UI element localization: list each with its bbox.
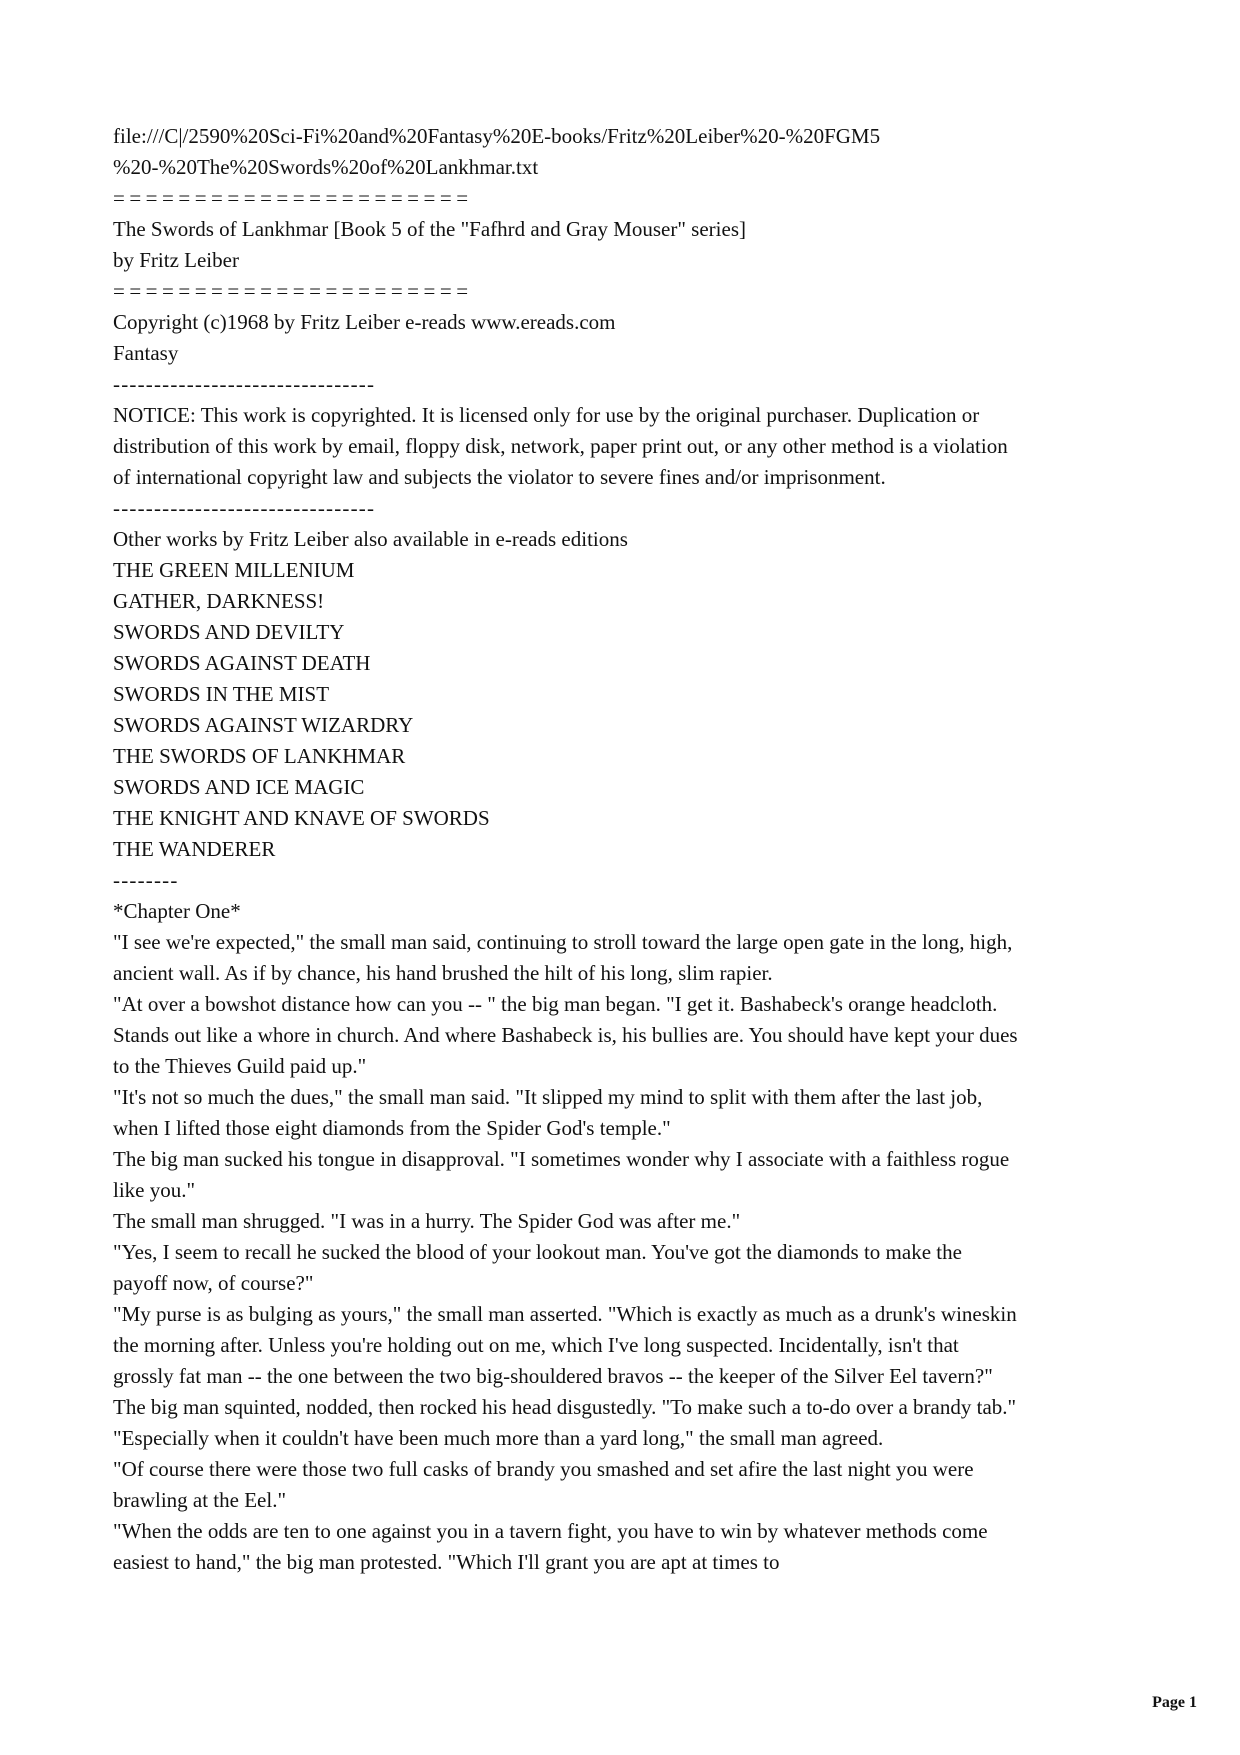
story-paragraph: "Of course there were those two full casks of brandy you smashed and set afire the last night you were brawling at the Eel." [113, 1457, 974, 1512]
story-paragraph: "Yes, I seem to recall he sucked the blood of your lookout man. You've got the diamonds to make the payoff now, of course?" [113, 1240, 962, 1295]
book-list-item: SWORDS AGAINST DEATH [113, 651, 371, 675]
story-paragraph: "I see we're expected," the small man said, continuing to stroll toward the large open gate in the long, high, ancient wall. As if by chance, his hand brushed the hilt of his long, slim rapier. [113, 930, 1013, 985]
book-title-line: The Swords of Lankhmar [Book 5 of the "Fafhrd and Gray Mouser" series] [113, 217, 746, 241]
story-paragraph: The big man squinted, nodded, then rocked his head disgustedly. "To make such a to-do over a brandy tab." [113, 1395, 1017, 1419]
genre-line: Fantasy [113, 341, 179, 365]
other-works-heading: Other works by Fritz Leiber also available in e-reads editions [113, 527, 628, 551]
book-list-item: THE GREEN MILLENIUM [113, 558, 355, 582]
story-paragraph: "My purse is as bulging as yours," the small man asserted. "Which is exactly as much as a drunk's wineskin the morning after. Unless you're holding out on me, which I've long suspected. Incidentally, isn't that grossly fat man -- the one between the two big-shouldered bravos -- the keeper of the Silver Eel tavern?" [113, 1302, 1017, 1388]
divider-dashes-short: -------- [113, 868, 179, 892]
story-paragraph: The big man sucked his tongue in disapproval. "I sometimes wonder why I associate with a faithless rogue like you." [113, 1147, 1010, 1202]
file-url-line-2: %20-%20The%20Swords%20of%20Lankhmar.txt [113, 155, 539, 179]
book-list-item: SWORDS AND DEVILTY [113, 620, 345, 644]
divider-equals: ====================== [113, 279, 473, 303]
story-paragraph: "Especially when it couldn't have been much more than a yard long," the small man agreed. [113, 1426, 884, 1450]
copyright-line: Copyright (c)1968 by Fritz Leiber e-reads www.ereads.com [113, 310, 616, 334]
chapter-heading: *Chapter One* [113, 899, 241, 923]
story-paragraph: "At over a bowshot distance how can you -- " the big man began. "I get it. Bashabeck's orange headcloth. Stands out like a whore in church. And where Bashabeck is, his bullies are. You should have kept your dues to the Thieves Guild paid up." [113, 992, 1018, 1078]
book-list-item: THE WANDERER [113, 837, 276, 861]
file-url-line-1: file:///C|/2590%20Sci-Fi%20and%20Fantasy%20E-books/Fritz%20Leiber%20-%20FGM5 [113, 124, 881, 148]
divider-dashes: -------------------------------- [113, 372, 376, 396]
story-paragraph: The small man shrugged. "I was in a hurry. The Spider God was after me." [113, 1209, 741, 1233]
book-list-item: GATHER, DARKNESS! [113, 589, 325, 613]
book-list-item: SWORDS AGAINST WIZARDRY [113, 713, 414, 737]
page-number-label: Page 1 [1152, 1694, 1197, 1711]
divider-dashes: -------------------------------- [113, 496, 376, 520]
divider-equals: ====================== [113, 186, 473, 210]
book-list-item: SWORDS AND ICE MAGIC [113, 775, 365, 799]
story-paragraph: "It's not so much the dues," the small man said. "It slipped my mind to split with them after the last job, when I lifted those eight diamonds from the Spider God's temple." [113, 1085, 983, 1140]
book-list-item: THE SWORDS OF LANKHMAR [113, 744, 406, 768]
story-paragraph: "When the odds are ten to one against you in a tavern fight, you have to win by whatever methods come easiest to hand," the big man protested. "Which I'll grant you are apt at times to [113, 1519, 988, 1574]
byline: by Fritz Leiber [113, 248, 239, 272]
notice-paragraph: NOTICE: This work is copyrighted. It is licensed only for use by the original purchaser. Duplication or distribution of this work by email, floppy disk, network, paper print out, or any other method is a violation of international copyright law and subjects the violator to severe fines and/or imprisonment. [113, 403, 1008, 489]
document-body [113, 121, 1021, 1578]
book-list-item: THE KNIGHT AND KNAVE OF SWORDS [113, 806, 490, 830]
book-list-item: SWORDS IN THE MIST [113, 682, 330, 706]
